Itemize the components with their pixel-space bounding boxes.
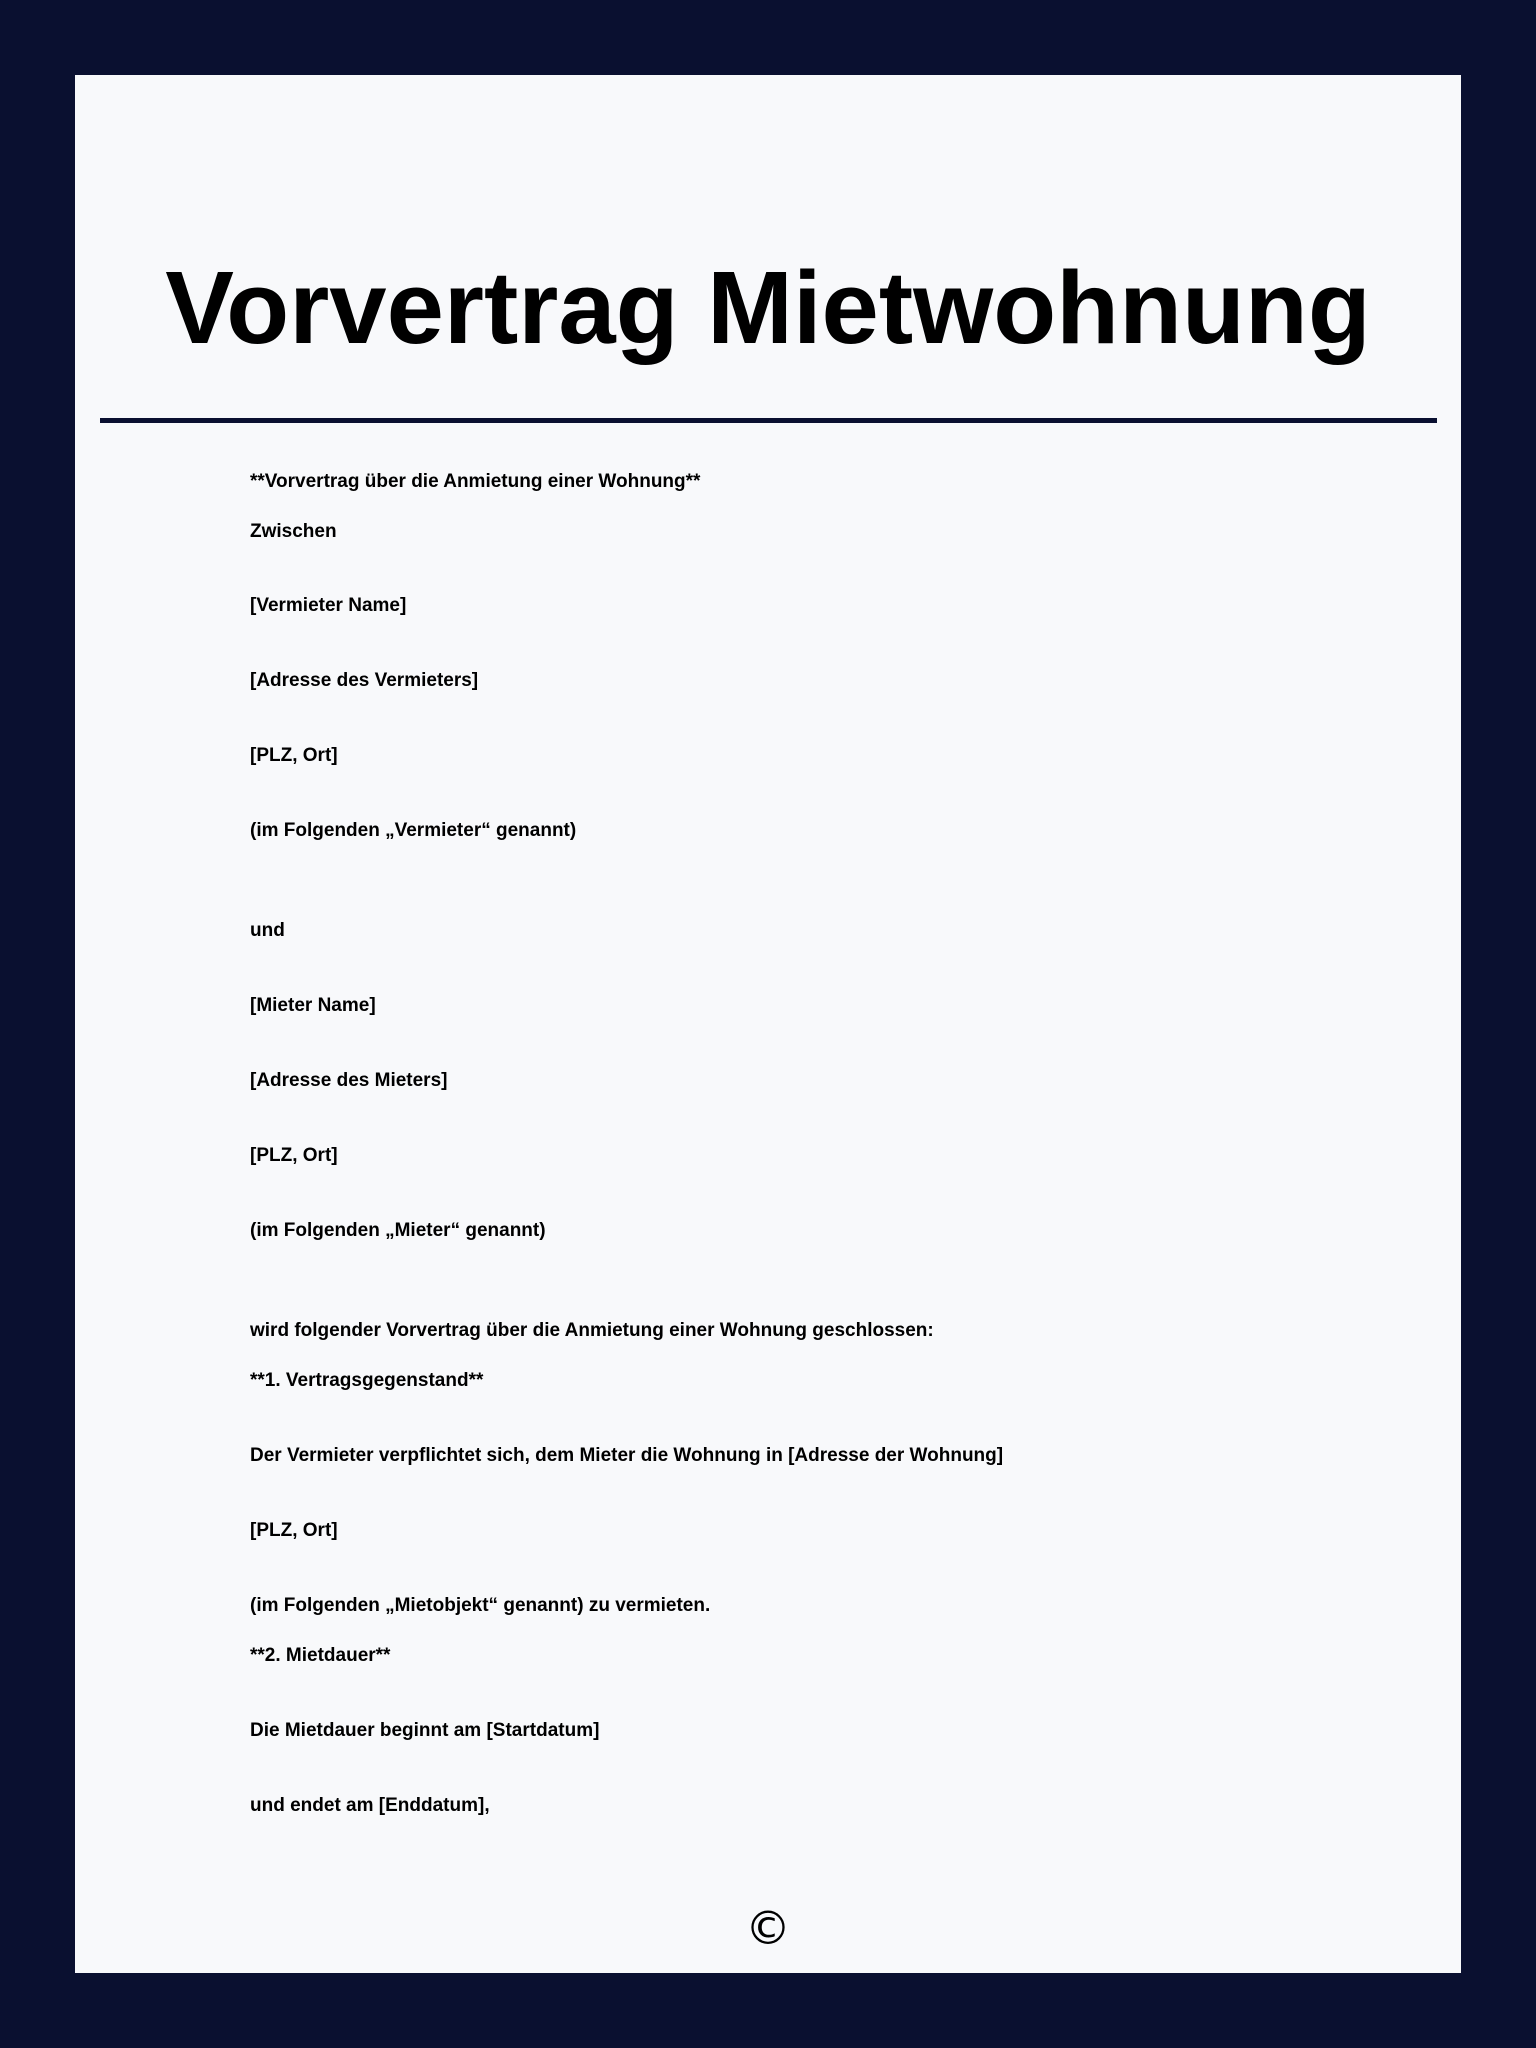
document-page (75, 75, 1461, 1973)
tenant-address-placeholder: [Adresse des Mieters] (250, 1070, 448, 1091)
tenant-name-placeholder: [Mieter Name] (250, 995, 376, 1016)
section-heading-1: **1. Vertragsgegenstand** (250, 1370, 484, 1391)
body-line: Zwischen (250, 521, 337, 542)
property-postcode-city-placeholder: [PLZ, Ort] (250, 1520, 338, 1541)
body-line: (im Folgenden „Mietobjekt“ genannt) zu vermieten. (250, 1595, 711, 1616)
title-divider (100, 418, 1437, 423)
body-line: wird folgender Vorvertrag über die Anmietung einer Wohnung geschlossen: (250, 1320, 934, 1341)
document-title: Vorvertrag Mietwohnung (165, 250, 1371, 365)
tenant-postcode-city-placeholder: [PLZ, Ort] (250, 1145, 338, 1166)
copyright-icon: © (745, 1901, 791, 1955)
body-line: (im Folgenden „Vermieter“ genannt) (250, 820, 577, 841)
body-line: und (250, 920, 285, 941)
body-line: und endet am [Enddatum], (250, 1795, 490, 1816)
body-line: Der Vermieter verpflichtet sich, dem Mieter die Wohnung in [Adresse der Wohnung] (250, 1445, 1004, 1466)
body-line: (im Folgenden „Mieter“ genannt) (250, 1220, 546, 1241)
body-line: Die Mietdauer beginnt am [Startdatum] (250, 1720, 600, 1741)
landlord-postcode-city-placeholder: [PLZ, Ort] (250, 745, 338, 766)
section-heading-2: **2. Mietdauer** (250, 1645, 391, 1666)
landlord-name-placeholder: [Vermieter Name] (250, 595, 407, 616)
landlord-address-placeholder: [Adresse des Vermieters] (250, 670, 479, 691)
heading-preamble: **Vorvertrag über die Anmietung einer Wohnung** (250, 471, 701, 492)
